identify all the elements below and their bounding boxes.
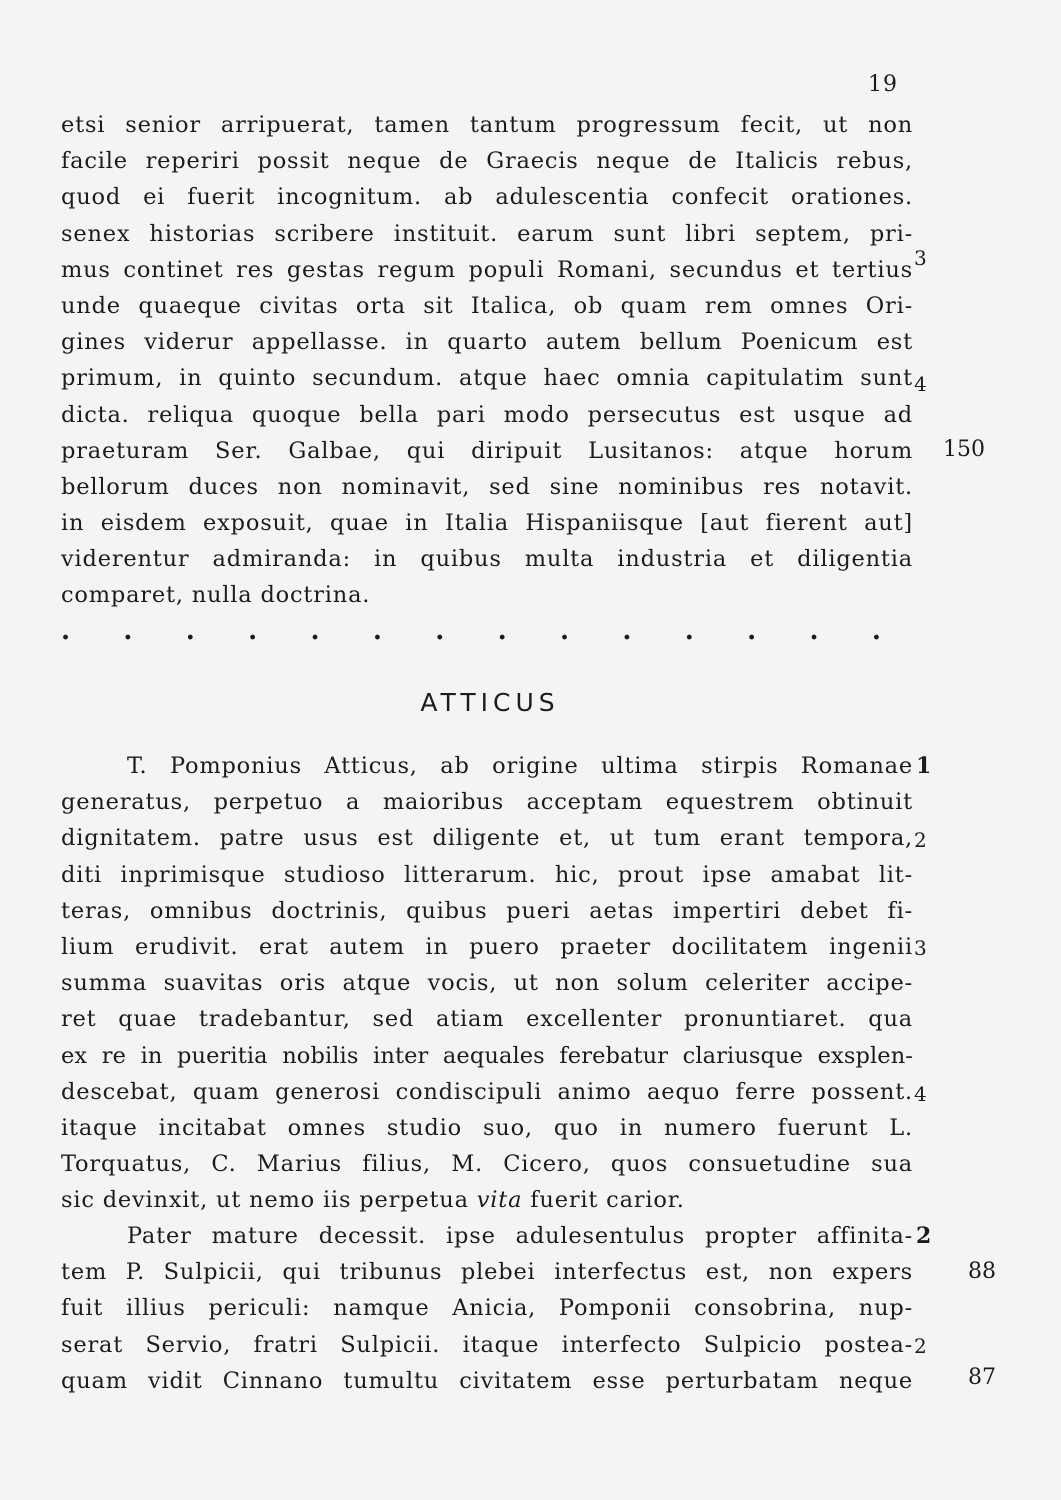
- text-fragment: fuerit carior.: [522, 1187, 685, 1214]
- text-line: praeturam Ser. Galbae, qui diripuit Lusitanos: atque horum: [61, 437, 913, 464]
- ellipsis-dot: .: [622, 616, 632, 646]
- text-line: tem P. Sulpicii, qui tribunus plebei interfectus est, non expers: [61, 1259, 913, 1286]
- margin-reference: 87: [968, 1365, 996, 1390]
- text-line: comparet, nulla doctrina.: [61, 582, 371, 609]
- text-line: bellorum duces non nominavit, sed sine nominibus res notavit.: [61, 473, 913, 500]
- text-line: dicta. reliqua quoque bella pari modo persecutus est usque ad: [61, 401, 913, 428]
- text-line: ex re in pueritia nobilis inter aequales ferebatur clariusque exsplen-: [61, 1042, 913, 1069]
- text-line: viderentur admiranda: in quibus multa industria et diligentia: [61, 546, 913, 573]
- text-line: descebat, quam generosi condiscipuli animo aequo ferre possent.: [61, 1078, 913, 1105]
- text-line: facile reperiri possit neque de Graecis neque de Italicis rebus,: [61, 148, 913, 175]
- margin-reference: 150: [943, 437, 985, 462]
- text-line: itaque incitabat omnes studio suo, quo in numero fuerunt L.: [61, 1114, 913, 1141]
- text-line: Torquatus, C. Marius filius, M. Cicero, quos consuetudine sua: [61, 1151, 913, 1178]
- ellipsis-dot: .: [185, 616, 195, 646]
- ellipsis-dot: .: [435, 616, 445, 646]
- ellipsis-dot: .: [372, 616, 382, 646]
- text-line: summa suavitas oris atque vocis, ut non solum celeriter accipe-: [61, 970, 913, 997]
- ellipsis-dot: .: [560, 616, 570, 646]
- text-line: T. Pomponius Atticus, ab origine ultima stirpis Romanae: [127, 753, 913, 779]
- page-number: 19: [868, 72, 898, 97]
- section-number: 3: [914, 936, 927, 960]
- text-line: unde quaeque civitas orta sit Italica, ob quam rem omnes Ori-: [61, 292, 913, 319]
- text-line: etsi senior arripuerat, tamen tantum progressum fecit, ut non: [61, 112, 913, 138]
- paragraph-atticus-1: [61, 748, 913, 1218]
- text-line: lium erudivit. erat autem in puero praeter docilitatem ingenii: [61, 933, 913, 960]
- ellipsis-dot: .: [747, 616, 757, 646]
- section-number: 4: [914, 372, 927, 396]
- italic-word: vita: [476, 1187, 523, 1214]
- text-line: quod ei fuerit incognitum. ab adulescentia confecit orationes.: [61, 184, 913, 211]
- text-line: Pater mature decessit. ipse adulesentulus propter affinita-: [127, 1223, 913, 1249]
- text-line: generatus, perpetuo a maioribus acceptam equestrem obtinuit: [61, 789, 913, 816]
- section-number: 4: [914, 1082, 927, 1106]
- text-line: senex historias scribere instituit. earum sunt libri septem, pri-: [61, 220, 913, 247]
- ellipsis-dot: .: [123, 616, 133, 646]
- ellipsis-dot: .: [310, 616, 320, 646]
- text-line: primum, in quinto secundum. atque haec omnia capitulatim sunt: [61, 365, 913, 392]
- section-heading: ATTICUS: [420, 688, 560, 717]
- text-line: quam vidit Cinnano tumultu civitatem esse perturbatam neque: [61, 1367, 913, 1394]
- section-number: 2: [914, 828, 927, 852]
- margin-reference: 88: [968, 1259, 996, 1284]
- section-number: 2: [916, 1223, 932, 1249]
- ellipsis-dot: .: [809, 616, 819, 646]
- text-line: gines viderur appellasse. in quarto autem bellum Poenicum est: [61, 329, 913, 356]
- text-line: teras, omnibus doctrinis, quibus pueri aetas impertiri debet fi-: [61, 897, 913, 924]
- ellipsis-dot: .: [248, 616, 258, 646]
- section-number: 1: [916, 753, 932, 779]
- paragraph-atticus-2: [61, 1218, 913, 1399]
- text-line: [61, 1182, 913, 1218]
- text-line: diti inprimisque studioso litterarum. hic, prout ipse amabat lit-: [61, 861, 913, 888]
- text-fragment: sic devinxit, ut nemo iis perpetua: [61, 1187, 477, 1214]
- section-number: 3: [914, 246, 927, 270]
- ellipsis-dot: .: [684, 616, 694, 646]
- section-number: 2: [914, 1334, 927, 1358]
- ellipsis-dot: .: [61, 616, 71, 646]
- text-line: mus continet res gestas regum populi Romani, secundus et tertius: [61, 256, 913, 283]
- paragraph-cato: [61, 107, 913, 614]
- text-line: in eisdem exposuit, quae in Italia Hispaniisque [aut fierent aut]: [61, 510, 913, 537]
- ellipsis-row: [61, 616, 881, 646]
- text-line: dignitatem. patre usus est diligente et, ut tum erant tempora,: [61, 825, 913, 852]
- text-line: ret quae tradebantur, sed atiam excellenter pronuntiaret. qua: [61, 1006, 913, 1033]
- text-line: serat Servio, fratri Sulpicii. itaque interfecto Sulpicio postea-: [61, 1331, 913, 1358]
- ellipsis-dot: .: [871, 616, 881, 646]
- ellipsis-dot: .: [497, 616, 507, 646]
- text-line: fuit illius periculi: namque Anicia, Pomponii consobrina, nup-: [61, 1295, 913, 1322]
